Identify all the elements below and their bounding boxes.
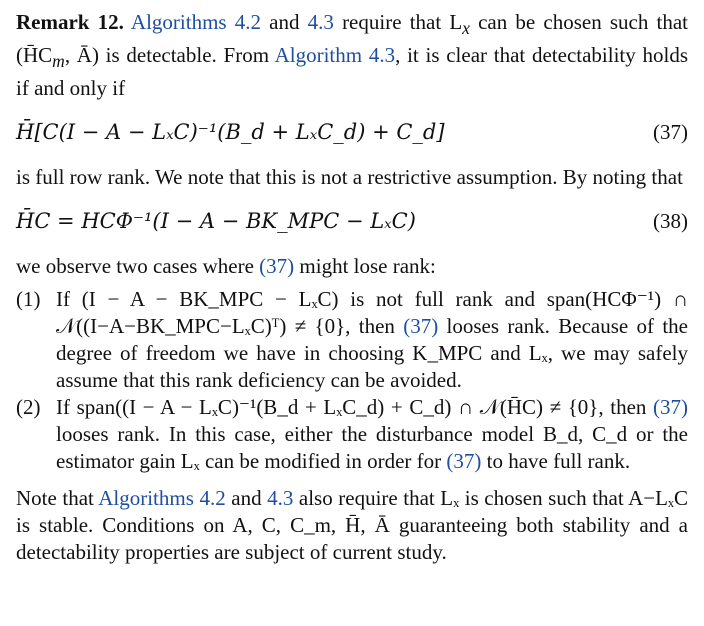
eq-37-ref-link[interactable]: (37) [653,395,688,420]
text-fragment: can be chosen such that (H̄C [16,10,689,68]
algorithm-4-3-link-2[interactable]: Algorithm 4.3 [274,43,396,68]
algorithm-4-2-link[interactable]: Algorithms 4.2 [98,486,226,511]
equation-37-expression: H̄[C(I − A − LₓC)⁻¹(B_d + LₓC_d) + C_d] [16,119,445,144]
paragraph-cases [16,253,688,280]
paragraph-note [16,485,688,566]
text-fragment: require that L [333,10,463,34]
text-fragment: we observe two cases where [16,254,260,279]
paragraph-intro [16,9,688,102]
text-fragment: and [225,486,268,511]
list-item-label: (2) [16,395,41,420]
list-item-text [56,286,688,394]
equation-38-expression: H̄C = HCΦ⁻¹(I − A − BK_MPC − LₓC) [16,208,416,233]
equation-38 [16,201,688,241]
text-fragment: looses rank. In this case, either the disturbance model B_d, C_d or the estimator gain Lₓ can be modified in order for [56,422,688,474]
eq-37-ref-link[interactable]: (37) [446,449,482,474]
list-item-text [56,394,688,475]
algorithm-4-3-link[interactable]: 4.3 [267,486,294,511]
text-fragment: If span((I − A − LₓC)⁻¹(B_d + LₓC_d) + C_d) ∩ 𝒩(H̄C) ≠ {0}, then [56,395,653,420]
text-fragment: also require that Lₓ is chosen such that A−LₓC is stable. Conditions on A, C, C_m, H̄, Ā guaranteeing both stability and a detectability properties are subject of current study. [16,486,688,565]
text-fragment: , it is clear that detectability holds if and only if [16,43,688,101]
text-fragment: , Ā) is detectable. From [64,43,275,68]
case-list [16,286,688,475]
paragraph-rank: is full row rank. We note that this is not a restrictive assumption. By noting that [16,165,683,190]
algorithm-4-3-link[interactable]: 4.3 [307,10,334,34]
eq-37-ref-link[interactable]: (37) [259,254,295,279]
text-fragment: looses rank. Because of the degree of freedom we have in choosing K_MPC and Lₓ, we may safely assume that this rank deficiency can be avoided. [56,314,688,393]
text-fragment: and [261,10,308,34]
text-fragment: If (I − A − BK_MPC − LₓC) is not full rank and span(HCΦ⁻¹) ∩ 𝒩((I−A−BK_MPC−LₓC)ᵀ) ≠ {0}, then [56,287,688,339]
equation-37 [16,112,688,152]
text-fragment: Note that [16,486,99,511]
list-item [16,286,688,394]
equation-37-number: (37) [653,119,688,144]
list-item [16,394,688,475]
subscript: x [462,18,470,39]
list-item-label: (1) [16,287,41,312]
remark-label: Remark 12. [16,10,124,34]
subscript: m [52,51,65,72]
equation-38-number: (38) [653,208,688,233]
algorithm-4-2-link[interactable]: Algorithms 4.2 [130,10,261,34]
spacer [16,475,688,485]
text-fragment: to have full rank. [481,449,631,474]
eq-37-ref-link[interactable]: (37) [403,314,439,339]
text-fragment: might lose rank: [294,254,436,279]
